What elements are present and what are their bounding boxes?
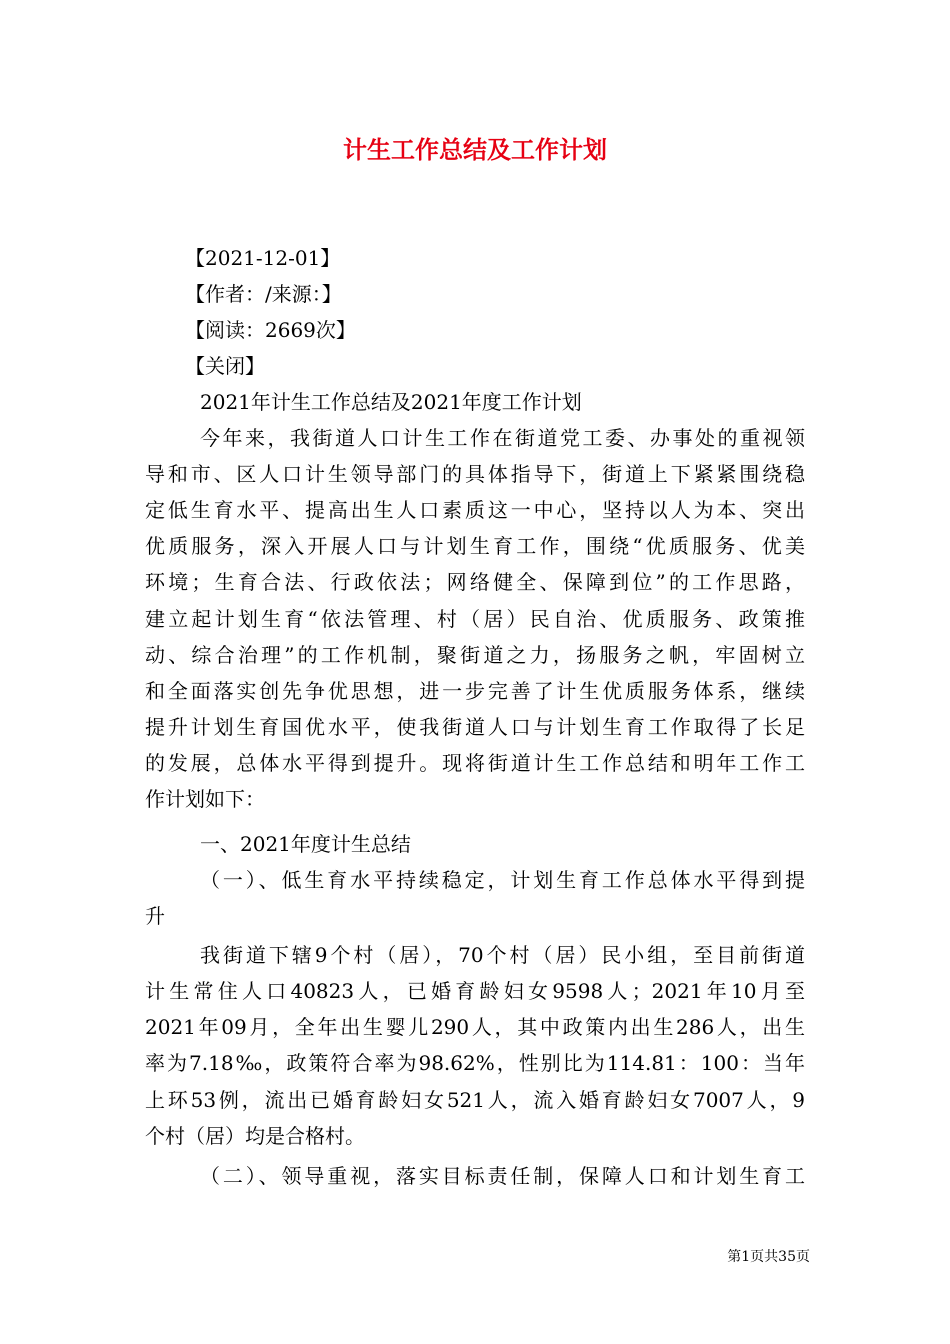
author-source: 【作者：/来源：】 bbox=[185, 282, 342, 306]
intro-line: 优质服务，深入开展人口与计划生育工作，围绕“优质服务、优美 bbox=[145, 534, 805, 558]
read-count: 【阅读：2669次】 bbox=[185, 318, 356, 342]
page-number: 第1页共35页 bbox=[727, 1249, 810, 1265]
stats-line: 计生常住人口40823人，已婚育龄妇女9598人；2021年10月至 bbox=[145, 979, 805, 1003]
intro-line: 定低生育水平、提高出生人口素质这一中心，坚持以人为本、突出 bbox=[145, 498, 805, 522]
intro-line: 的发展，总体水平得到提升。现将街道计生工作总结和明年工作工 bbox=[145, 751, 805, 775]
intro-line: 建立起计划生育“依法管理、村（居）民自治、优质服务、政策推 bbox=[145, 607, 805, 631]
close-link[interactable]: 【关闭】 bbox=[185, 354, 265, 378]
intro-line: 导和市、区人口计生领导部门的具体指导下，街道上下紧紧围绕稳 bbox=[145, 462, 805, 486]
stats-line: 上环53例，流出已婚育龄妇女521人，流入婚育龄妇女7007人，9 bbox=[145, 1088, 805, 1112]
publish-date: 【2021-12-01】 bbox=[185, 246, 341, 270]
stats-line: 个村（居）均是合格村。 bbox=[145, 1124, 365, 1148]
document-title: 计生工作总结及工作计划 bbox=[343, 135, 607, 164]
intro-line: 动、综合治理”的工作机制，聚街道之力，扬服务之帆，牢固树立 bbox=[145, 643, 805, 667]
intro-line: 和全面落实创先争优思想，进一步完善了计生优质服务体系，继续 bbox=[145, 679, 805, 703]
intro-line: 今年来，我街道人口计生工作在街道党工委、办事处的重视领 bbox=[200, 426, 805, 450]
stats-line: 我街道下辖9个村（居），70个村（居）民小组，至目前街道 bbox=[200, 943, 805, 967]
intro-line: 环境；生育合法、行政依法；网络健全、保障到位”的工作思路， bbox=[145, 570, 805, 594]
stats-line: 2021年09月，全年出生婴儿290人，其中政策内出生286人，出生 bbox=[145, 1015, 805, 1039]
document-subtitle: 2021年计生工作总结及2021年度工作计划 bbox=[200, 390, 582, 414]
subsection-heading: （二）、领导重视，落实目标责任制，保障人口和计划生育工 bbox=[200, 1164, 805, 1188]
subsection-heading: 升 bbox=[145, 904, 165, 928]
intro-line: 提升计划生育国优水平，使我街道人口与计划生育工作取得了长足 bbox=[145, 715, 805, 739]
subsection-heading: （一）、低生育水平持续稳定，计划生育工作总体水平得到提 bbox=[200, 868, 805, 892]
stats-line: 率为7.18‰，政策符合率为98.62%，性别比为114.81：100：当年 bbox=[145, 1051, 805, 1075]
intro-line: 作计划如下： bbox=[145, 787, 265, 811]
section-heading: 一、2021年度计生总结 bbox=[200, 832, 411, 856]
